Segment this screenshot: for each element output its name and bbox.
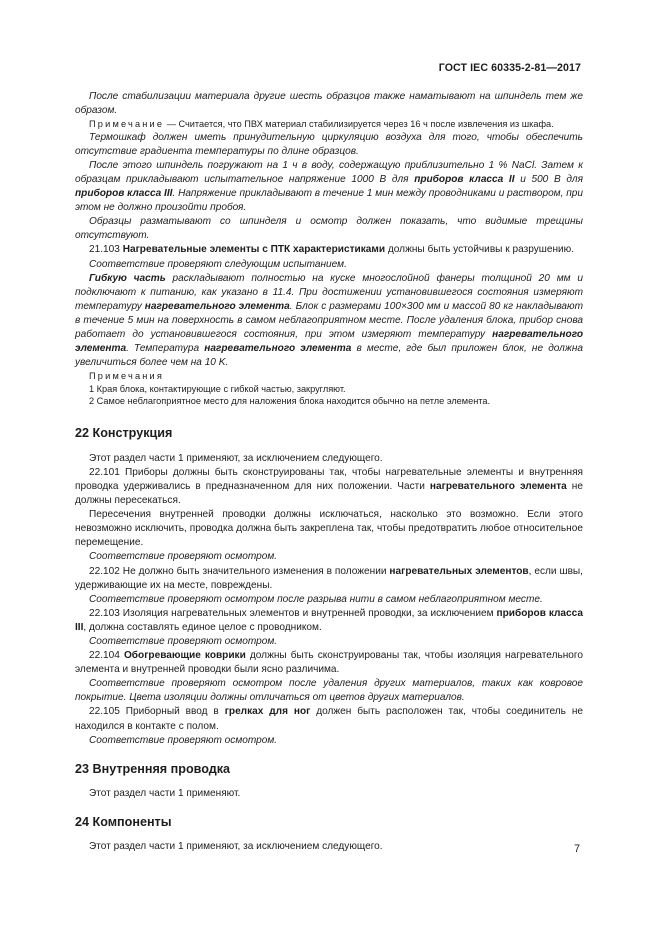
paragraph: Соответствие проверяют осмотром.	[89, 636, 278, 647]
paragraph: Соответствие проверяют осмотром после удаления других материалов, таких как ковровое покрытие. Цвета изоляции должны отличаться от цветов других материалов.	[75, 678, 583, 704]
section-heading: 24 Компоненты	[75, 814, 172, 829]
paragraph: Гибкую часть раскладывают полностью на куске многослойной фанеры толщиной 20 мм и подключают к питанию, как указано в 11.4. При достижении установившегося состояния измеряют температуру нагревательного элемента. Блок с размерами 100×300 мм и массой 80 кг накладывают в течение 5 мин на поверхность в самом неблагоприятном месте. После удаления блока, прибор снова работает до установившегося состояния, при этом измеряют температуру нагревательного элемента. Температура нагревательного элемента в месте, где был приложен блок, не должна увеличиться более чем на 10 K.	[75, 272, 583, 369]
term: Гибкую часть	[89, 272, 166, 284]
paragraph: Образцы разматывают со шпинделя и осмотр должен показать, что видимые трещины отсутствуют.	[75, 216, 583, 242]
term: Нагревательные элементы с ПТК характеристиками	[122, 244, 386, 256]
term: Обогревающие коврики	[123, 650, 246, 662]
term: грелках для ног	[224, 706, 311, 718]
term: нагревательных элементов	[389, 565, 529, 577]
section-heading: 23 Внутренняя проводка	[75, 761, 231, 776]
note-item: 1 Края блока, контактирующие с гибкой частью, закругляют.	[89, 383, 346, 394]
term: нагревательного элемента	[144, 300, 290, 312]
paragraph: Этот раздел части 1 применяют, за исключением следующего.	[89, 840, 383, 852]
paragraph: 22.101 Приборы должны быть сконструированы так, чтобы нагревательные элементы и внутренняя проводка удерживались в предназначенном для них положении. Части нагревательного элемента не должны пересекаться.	[75, 466, 583, 507]
note	[75, 118, 583, 131]
term: приборов класса III	[75, 607, 583, 633]
paragraph: Термошкаф должен иметь принудительную циркуляцию воздуха для того, чтобы обеспечить отсутствие градиента температуры по длине образцов.	[75, 131, 583, 157]
paragraph: Соответствие проверяют осмотром.	[89, 551, 278, 563]
section-heading: 22 Конструкция	[75, 425, 173, 440]
term: нагревательного элемента	[204, 343, 352, 355]
paragraph: 22.105 Приборный ввод в грелках для ног должен быть расположен так, чтобы соединитель не находился в контакте с полом.	[75, 706, 584, 732]
term: нагревательного элемента	[429, 480, 567, 492]
note-item: 2 Самое неблагоприятное место для наложения блока находится обычно на петле элемента.	[89, 396, 491, 407]
term: приборов класса II	[414, 173, 515, 185]
paragraph: 22.104 Обогревающие коврики должны быть сконструированы так, чтобы изоляция нагревательного элемента и внутренней проводки были ясно различима.	[75, 650, 583, 676]
paragraph: 21.103 Нагревательные элементы с ПТК характеристиками должны быть устойчивы к разрушению.	[89, 244, 575, 256]
paragraph: Соответствие проверяют осмотром после разрыва нити в самом неблагоприятном месте.	[89, 593, 543, 605]
paragraph: 22.103 Изоляция нагревательных элементов и внутренней проводки, за исключением приборов класса III, должна составлять единое целое с проводником.	[75, 607, 583, 633]
term: приборов класса III	[75, 188, 173, 200]
term: нагревательного элемента	[75, 329, 583, 355]
paragraph: Этот раздел части 1 применяют.	[89, 787, 241, 799]
page-number: 7	[574, 843, 580, 855]
paragraph: 22.102 Не должно быть значительного изменения в положении нагревательных элементов, если швы, удерживающие их на месте, повреждены.	[75, 565, 583, 591]
page-content	[75, 90, 583, 854]
paragraph: Соответствие проверяют следующим испытанием.	[89, 258, 347, 270]
paragraph: После стабилизации материала другие шесть образцов также наматывают на шпиндель тем же образом.	[75, 91, 583, 117]
paragraph: Этот раздел части 1 применяют, за исключением следующего.	[89, 452, 383, 464]
note-text: — Считается, что ПВХ материал стабилизируется через 16 ч после извлечения из шкафа.	[164, 119, 554, 130]
note-label: Примечание	[89, 119, 165, 130]
paragraph: После этого шпиндель погружают на 1 ч в воду, содержащую приблизительно 1 % NaCl. Затем к образцам прикладывают испытательное напряжение 1000 В для приборов класса II и 500 В для приборов класса III. Напряжение прикладывают в течение 1 мин между проводниками и раствором, при этом не должно произойти пробоя.	[75, 159, 583, 214]
paragraph: Пересечения внутренней проводки должны исключаться, насколько это возможно. Если этого невозможно исключить, проводка должна быть закреплена так, чтобы предотвратить любое относительное перемещение.	[75, 509, 583, 549]
paragraph: Соответствие проверяют осмотром.	[89, 734, 278, 746]
document-header: ГОСТ IEC 60335-2-81—2017	[438, 62, 581, 74]
notes-heading: Примечания	[89, 371, 165, 382]
